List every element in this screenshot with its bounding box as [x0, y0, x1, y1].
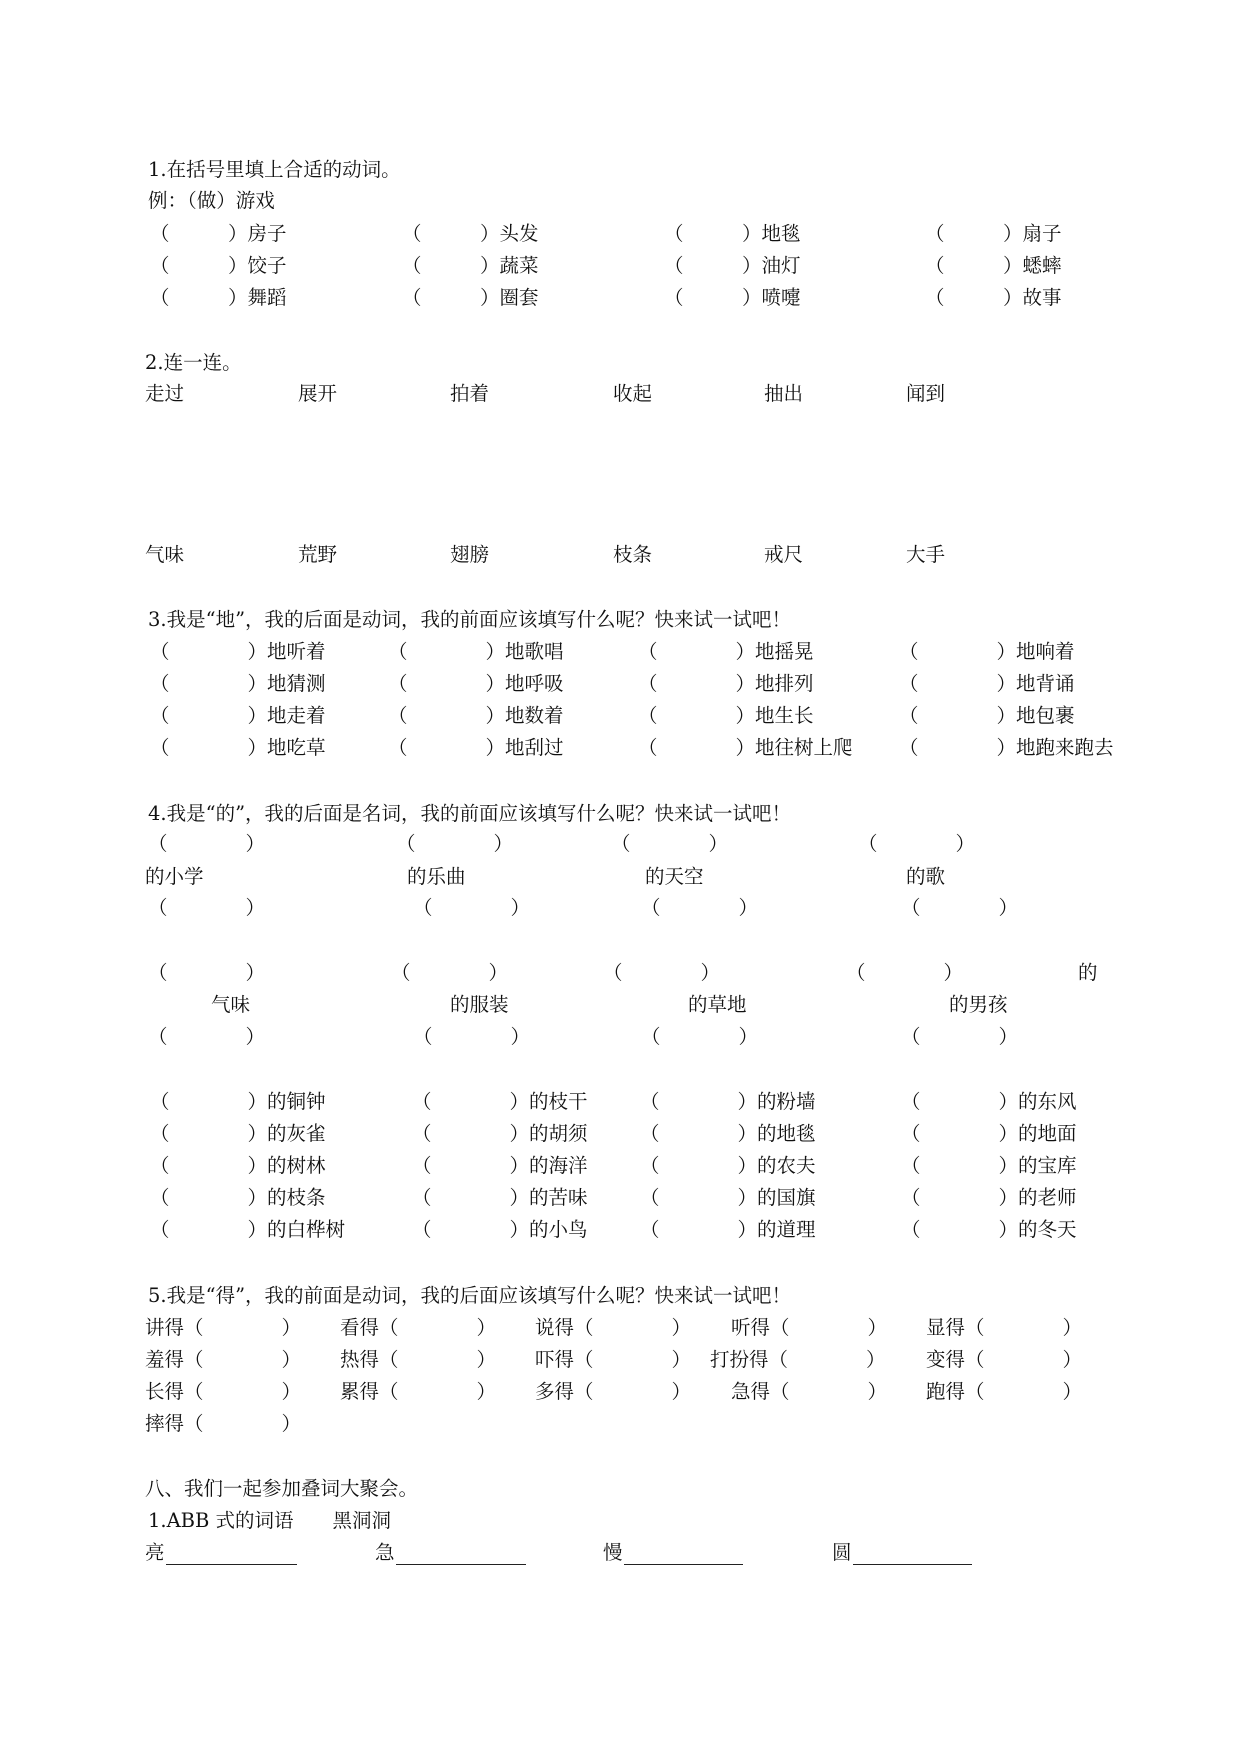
s1-r1-c1: （ ）蔬菜	[402, 254, 539, 277]
s4-r1-c2: （ ）的地毯	[640, 1122, 816, 1145]
s3-r0-c3: （ ）地响着	[899, 640, 1075, 663]
s1-r2-c2: （ ）喷嚏	[664, 286, 801, 309]
s4-r3-c2: （ ）的国旗	[640, 1186, 816, 1209]
s2-top-5: 闻到	[906, 382, 946, 405]
s8-item-0: 亮	[145, 1541, 165, 1564]
s3-r3-c3: （ ）地跑来跑去	[899, 736, 1114, 759]
s4-r0-c3: （ ）的东风	[901, 1090, 1077, 1113]
s4-r4-c3: （ ）的冬天	[901, 1218, 1077, 1241]
s1-r1-c0: （ ）饺子	[150, 254, 287, 277]
s5-r0-c2: 说得（ ）	[535, 1316, 692, 1339]
s3-r0-c1: （ ）地歌唱	[388, 640, 564, 663]
s5-r1-c0: 羞得（ ）	[145, 1348, 302, 1371]
s4-r3-c3: （ ）的老师	[901, 1186, 1077, 1209]
s4-g2-tail: 的	[1078, 961, 1098, 984]
s4-g1-noun-2: 的天空	[645, 865, 704, 888]
s1-r2-c1: （ ）圈套	[402, 286, 539, 309]
s1-r2-c0: （ ）舞蹈	[150, 286, 287, 309]
s2-bottom-2: 翅膀	[450, 543, 490, 566]
s5-r2-c2: 多得（ ）	[535, 1380, 692, 1403]
s8-title: 八、我们一起参加叠词大聚会。	[145, 1477, 419, 1500]
s4-r4-c0: （ ）的白桦树	[150, 1218, 346, 1241]
s1-title: 1.在括号里填上合适的动词。	[148, 158, 401, 181]
s4-g2-noun-0: 气味	[211, 993, 251, 1016]
s4-g1-paren-top-2: （ ）	[611, 832, 729, 855]
s2-bottom-3: 枝条	[613, 543, 653, 566]
s1-r1-c2: （ ）油灯	[664, 254, 801, 277]
s3-r2-c2: （ ）地生长	[638, 704, 814, 727]
s8-item-2: 慢	[603, 1541, 623, 1564]
s8-item-3: 圆	[832, 1541, 852, 1564]
s4-g1-noun-0: 的小学	[145, 865, 204, 888]
s4-g2-paren-bot-0: （ ）	[148, 1025, 266, 1048]
s3-r1-c3: （ ）地背诵	[899, 672, 1075, 695]
s1-r1-c3: （ ）蟋蟀	[925, 254, 1062, 277]
s1-r0-c0: （ ）房子	[150, 222, 287, 245]
s4-g2-paren-top-3: （ ）	[846, 961, 964, 984]
s5-title: 5.我是“得”，我的前面是动词，我的后面应该填写什么呢？快来试一试吧！	[148, 1284, 792, 1307]
s5-r2-c0: 长得（ ）	[145, 1380, 302, 1403]
s3-r3-c1: （ ）地刮过	[388, 736, 564, 759]
s5-r1-c1: 热得（ ）	[340, 1348, 497, 1371]
s4-g1-paren-bot-2: （ ）	[641, 896, 759, 919]
s8-blank-2[interactable]	[624, 1564, 743, 1565]
s4-r3-c0: （ ）的枝条	[150, 1186, 326, 1209]
s4-g1-noun-3: 的歌	[906, 865, 946, 888]
s8-sub: 1.ABB 式的词语 黑洞洞	[148, 1509, 392, 1532]
s4-r2-c2: （ ）的农夫	[640, 1154, 816, 1177]
s3-r0-c2: （ ）地摇晃	[638, 640, 814, 663]
s5-r2-c3: 急得（ ）	[731, 1380, 888, 1403]
s4-g2-noun-1: 的服装	[450, 993, 509, 1016]
s5-r2-c1: 累得（ ）	[340, 1380, 497, 1403]
s4-g1-paren-bot-1: （ ）	[413, 896, 531, 919]
s1-r0-c3: （ ）扇子	[925, 222, 1062, 245]
s1-r2-c3: （ ）故事	[925, 286, 1062, 309]
s4-g1-noun-1: 的乐曲	[407, 865, 466, 888]
s4-g1-paren-top-1: （ ）	[396, 832, 514, 855]
s3-r1-c2: （ ）地排列	[638, 672, 814, 695]
s3-r3-c0: （ ）地吃草	[150, 736, 326, 759]
s8-blank-3[interactable]	[853, 1564, 972, 1565]
s8-blank-0[interactable]	[166, 1564, 297, 1565]
s5-r0-c1: 看得（ ）	[340, 1316, 497, 1339]
s4-r0-c1: （ ）的枝干	[412, 1090, 588, 1113]
s5-r0-c0: 讲得（ ）	[145, 1316, 302, 1339]
s3-title: 3.我是“地”，我的后面是动词，我的前面应该填写什么呢？快来试一试吧！	[148, 608, 792, 631]
s2-top-1: 展开	[298, 382, 338, 405]
s5-r1-c2: 吓得（ ）	[535, 1348, 692, 1371]
s4-g2-paren-top-1: （ ）	[391, 961, 509, 984]
s4-r1-c1: （ ）的胡须	[412, 1122, 588, 1145]
s5-r3-c0: 摔得（ ）	[145, 1412, 302, 1435]
s4-r4-c1: （ ）的小鸟	[412, 1218, 588, 1241]
s3-r1-c0: （ ）地猜测	[150, 672, 326, 695]
s1-example: 例：（做）游戏	[148, 189, 275, 212]
s4-g2-paren-bot-2: （ ）	[641, 1025, 759, 1048]
s4-g2-paren-bot-1: （ ）	[413, 1025, 531, 1048]
s4-r0-c2: （ ）的粉墙	[640, 1090, 816, 1113]
s2-title: 2.连一连。	[145, 351, 242, 374]
s1-r0-c2: （ ）地毯	[664, 222, 801, 245]
s4-g1-paren-top-0: （ ）	[148, 832, 266, 855]
s4-g1-paren-bot-0: （ ）	[148, 896, 266, 919]
s3-r2-c1: （ ）地数着	[388, 704, 564, 727]
s4-r1-c0: （ ）的灰雀	[150, 1122, 326, 1145]
s4-r2-c3: （ ）的宝库	[901, 1154, 1077, 1177]
s5-r0-c4: 显得（ ）	[926, 1316, 1083, 1339]
s8-blank-1[interactable]	[396, 1564, 526, 1565]
s5-r1-c3: 打扮得（ ）	[710, 1348, 886, 1371]
s3-r2-c3: （ ）地包裹	[899, 704, 1075, 727]
s5-r0-c3: 听得（ ）	[731, 1316, 888, 1339]
s2-top-3: 收起	[613, 382, 653, 405]
s3-r3-c2: （ ）地往树上爬	[638, 736, 853, 759]
s4-g2-paren-top-0: （ ）	[148, 961, 266, 984]
s2-bottom-0: 气味	[145, 543, 185, 566]
s2-bottom-1: 荒野	[298, 543, 338, 566]
s4-r3-c1: （ ）的苦味	[412, 1186, 588, 1209]
s4-g2-noun-3: 的男孩	[949, 993, 1008, 1016]
s4-g2-noun-2: 的草地	[688, 993, 747, 1016]
s2-top-0: 走过	[145, 382, 185, 405]
s5-r2-c4: 跑得（ ）	[926, 1380, 1083, 1403]
s8-item-1: 急	[375, 1541, 395, 1564]
s1-r0-c1: （ ）头发	[402, 222, 539, 245]
s4-r0-c0: （ ）的铜钟	[150, 1090, 326, 1113]
s4-r2-c1: （ ）的海洋	[412, 1154, 588, 1177]
s2-bottom-5: 大手	[906, 543, 946, 566]
s4-title: 4.我是“的”，我的后面是名词，我的前面应该填写什么呢？快来试一试吧！	[148, 802, 792, 825]
s3-r0-c0: （ ）地听着	[150, 640, 326, 663]
s4-g2-paren-bot-3: （ ）	[901, 1025, 1019, 1048]
s3-r1-c1: （ ）地呼吸	[388, 672, 564, 695]
s2-top-4: 抽出	[764, 382, 804, 405]
s4-r4-c2: （ ）的道理	[640, 1218, 816, 1241]
s2-top-2: 拍着	[450, 382, 490, 405]
s4-r2-c0: （ ）的树林	[150, 1154, 326, 1177]
s4-g1-paren-top-3: （ ）	[858, 832, 976, 855]
s3-r2-c0: （ ）地走着	[150, 704, 326, 727]
s4-g1-paren-bot-3: （ ）	[901, 896, 1019, 919]
s5-r1-c4: 变得（ ）	[926, 1348, 1083, 1371]
s4-r1-c3: （ ）的地面	[901, 1122, 1077, 1145]
s4-g2-paren-top-2: （ ）	[603, 961, 721, 984]
s2-bottom-4: 戒尺	[764, 543, 804, 566]
